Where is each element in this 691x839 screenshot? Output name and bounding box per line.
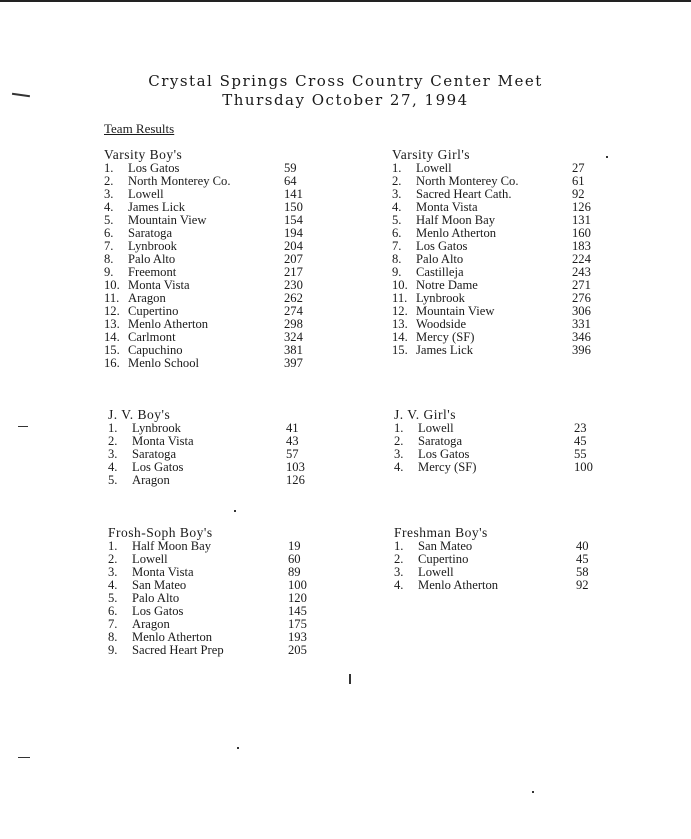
results-list (108, 539, 307, 657)
team-name: Palo Alto (132, 591, 180, 605)
team-score: 271 (572, 278, 591, 292)
team-score: 100 (288, 578, 307, 592)
team-name: Menlo School (128, 356, 200, 370)
team-name: Half Moon Bay (132, 539, 212, 553)
team-score: 306 (572, 304, 591, 318)
scan-mark (532, 791, 534, 793)
rank: 2. (104, 174, 114, 188)
team-score: 131 (572, 213, 591, 227)
team-score: 59 (284, 161, 297, 175)
team-name: Monta Vista (132, 434, 194, 448)
team-name: Menlo Atherton (418, 578, 499, 592)
team-score: 126 (286, 473, 305, 487)
team-score: 92 (576, 578, 589, 592)
team-score: 19 (288, 539, 301, 553)
rank: 8. (108, 630, 118, 644)
result-row (108, 643, 307, 657)
team-name: Saratoga (132, 447, 177, 461)
team-score: 324 (284, 330, 303, 344)
team-score: 262 (284, 291, 303, 305)
team-score: 120 (288, 591, 307, 605)
results-list (108, 421, 305, 487)
team-name: Palo Alto (128, 252, 176, 266)
team-name: Sacred Heart Prep (132, 643, 224, 657)
team-name: North Monterey Co. (128, 174, 231, 188)
team-score: 60 (288, 552, 301, 566)
team-score: 141 (284, 187, 303, 201)
varsity-boys-section (104, 147, 303, 370)
rank: 1. (394, 421, 404, 435)
varsity-girls-section (392, 147, 591, 357)
team-name: Lowell (416, 161, 452, 175)
rank: 1. (392, 161, 402, 175)
team-score: 160 (572, 226, 591, 240)
team-score: 64 (284, 174, 297, 188)
rank: 12. (104, 304, 120, 318)
rank: 2. (108, 552, 118, 566)
rank: 6. (392, 226, 402, 240)
rank: 7. (104, 239, 114, 253)
scan-mark (237, 747, 239, 749)
rank: 8. (392, 252, 402, 266)
team-name: Lowell (418, 565, 454, 579)
result-row (108, 473, 305, 487)
team-score: 193 (288, 630, 307, 644)
team-name: Capuchino (128, 343, 183, 357)
section-title: Varsity Boy's (104, 147, 183, 162)
team-score: 205 (288, 643, 307, 657)
rank: 13. (392, 317, 408, 331)
team-score: 346 (572, 330, 591, 344)
team-name: Mountain View (416, 304, 495, 318)
rank: 8. (104, 252, 114, 266)
team-score: 396 (572, 343, 591, 357)
rank: 11. (392, 291, 408, 305)
scan-mark (234, 510, 236, 512)
rank: 10. (392, 278, 408, 292)
team-score: 230 (284, 278, 303, 292)
team-score: 61 (572, 174, 585, 188)
team-score: 217 (284, 265, 303, 279)
rank: 10. (104, 278, 120, 292)
section-title: J. V. Boy's (108, 407, 171, 422)
rank: 1. (108, 421, 118, 435)
team-score: 41 (286, 421, 299, 435)
team-score: 183 (572, 239, 591, 253)
rank: 5. (392, 213, 402, 227)
team-name: James Lick (128, 200, 186, 214)
team-name: Los Gatos (418, 447, 470, 461)
team-score: 243 (572, 265, 591, 279)
rank: 1. (394, 539, 404, 553)
rank: 5. (108, 591, 118, 605)
team-score: 204 (284, 239, 303, 253)
results-list (104, 161, 303, 370)
rank: 5. (104, 213, 114, 227)
results-list (394, 421, 593, 474)
rank: 7. (108, 617, 118, 631)
team-score: 27 (572, 161, 585, 175)
rank: 3. (394, 447, 404, 461)
team-name: Los Gatos (132, 460, 184, 474)
team-score: 175 (288, 617, 307, 631)
team-name: Notre Dame (416, 278, 478, 292)
team-name: Menlo Atherton (132, 630, 213, 644)
team-name: Palo Alto (416, 252, 464, 266)
rank: 3. (394, 565, 404, 579)
team-score: 145 (288, 604, 307, 618)
team-name: Menlo Atherton (416, 226, 497, 240)
rank: 6. (104, 226, 114, 240)
rank: 3. (108, 447, 118, 461)
rank: 14. (104, 330, 120, 344)
rank: 15. (104, 343, 120, 357)
team-score: 55 (574, 447, 587, 461)
section-title: Frosh-Soph Boy's (108, 525, 213, 540)
result-row (392, 343, 591, 357)
team-name: Lynbrook (132, 421, 181, 435)
rank: 9. (104, 265, 114, 279)
team-name: Woodside (416, 317, 467, 331)
team-name: Lowell (132, 552, 168, 566)
team-score: 207 (284, 252, 303, 266)
results-list (392, 161, 591, 357)
rank: 1. (104, 161, 114, 175)
rank: 14. (392, 330, 408, 344)
rank: 4. (392, 200, 402, 214)
freshman-boys-section (394, 525, 589, 592)
rank: 16. (104, 356, 120, 370)
rank: 4. (104, 200, 114, 214)
rank: 3. (392, 187, 402, 201)
meet-title: Crystal Springs Cross Country Center Meet (148, 72, 543, 90)
scan-mark (606, 156, 608, 158)
team-name: Aragon (132, 473, 170, 487)
section-title: J. V. Girl's (394, 407, 456, 422)
rank: 2. (108, 434, 118, 448)
team-name: Carlmont (128, 330, 176, 344)
team-score: 194 (284, 226, 303, 240)
team-name: Monta Vista (416, 200, 478, 214)
team-score: 100 (574, 460, 593, 474)
results-list (394, 539, 589, 592)
team-name: Half Moon Bay (416, 213, 496, 227)
team-score: 126 (572, 200, 591, 214)
team-score: 92 (572, 187, 585, 201)
team-name: Aragon (132, 617, 170, 631)
frosh-soph-boys-section (108, 525, 307, 657)
rank: 11. (104, 291, 120, 305)
team-name: Castilleja (416, 265, 464, 279)
rank: 4. (394, 578, 404, 592)
team-name: Lowell (418, 421, 454, 435)
team-score: 103 (286, 460, 305, 474)
team-score: 274 (284, 304, 303, 318)
rank: 4. (108, 578, 118, 592)
team-name: Lowell (128, 187, 164, 201)
rank: 5. (108, 473, 118, 487)
top-border-line (0, 0, 691, 2)
team-name: James Lick (416, 343, 474, 357)
team-name: Mountain View (128, 213, 207, 227)
rank: 4. (394, 460, 404, 474)
team-score: 89 (288, 565, 301, 579)
team-name: Los Gatos (416, 239, 468, 253)
team-score: 43 (286, 434, 299, 448)
rank: 9. (392, 265, 402, 279)
team-name: Monta Vista (128, 278, 190, 292)
rank: 2. (392, 174, 402, 188)
team-score: 224 (572, 252, 591, 266)
rank: 13. (104, 317, 120, 331)
team-score: 298 (284, 317, 303, 331)
team-name: Cupertino (418, 552, 469, 566)
team-score: 40 (576, 539, 589, 553)
team-score: 45 (574, 434, 587, 448)
rank: 2. (394, 552, 404, 566)
team-score: 58 (576, 565, 589, 579)
rank: 15. (392, 343, 408, 357)
team-name: Menlo Atherton (128, 317, 209, 331)
team-name: Saratoga (128, 226, 173, 240)
section-title: Freshman Boy's (394, 525, 488, 540)
team-score: 23 (574, 421, 587, 435)
rank: 1. (108, 539, 118, 553)
team-score: 331 (572, 317, 591, 331)
team-name: Aragon (128, 291, 166, 305)
team-results-heading: Team Results (104, 121, 175, 136)
result-row (104, 356, 303, 370)
result-row (394, 578, 589, 592)
team-name: Monta Vista (132, 565, 194, 579)
team-name: Mercy (SF) (416, 330, 475, 344)
team-score: 45 (576, 552, 589, 566)
team-name: Saratoga (418, 434, 463, 448)
team-name: Sacred Heart Cath. (416, 187, 512, 201)
rank: 4. (108, 460, 118, 474)
team-name: Los Gatos (128, 161, 180, 175)
team-name: San Mateo (418, 539, 473, 553)
rank: 7. (392, 239, 402, 253)
rank: 3. (108, 565, 118, 579)
rank: 3. (104, 187, 114, 201)
team-score: 381 (284, 343, 303, 357)
result-row (394, 460, 593, 474)
team-name: Cupertino (128, 304, 179, 318)
meet-date: Thursday October 27, 1994 (222, 91, 469, 109)
rank: 2. (394, 434, 404, 448)
team-score: 154 (284, 213, 303, 227)
rank: 9. (108, 643, 118, 657)
section-title: Varsity Girl's (392, 147, 471, 162)
scan-mark (349, 674, 351, 684)
team-name: Los Gatos (132, 604, 184, 618)
jv-girls-section (394, 407, 593, 474)
team-name: Lynbrook (416, 291, 465, 305)
rank: 12. (392, 304, 408, 318)
scan-mark (18, 757, 30, 758)
team-score: 150 (284, 200, 303, 214)
team-name: San Mateo (132, 578, 187, 592)
team-name: Freemont (128, 265, 177, 279)
team-name: Mercy (SF) (418, 460, 477, 474)
team-score: 397 (284, 356, 303, 370)
team-name: North Monterey Co. (416, 174, 519, 188)
team-score: 57 (286, 447, 299, 461)
team-score: 276 (572, 291, 591, 305)
team-name: Lynbrook (128, 239, 177, 253)
jv-boys-section (108, 407, 305, 487)
scan-mark (18, 426, 28, 427)
rank: 6. (108, 604, 118, 618)
